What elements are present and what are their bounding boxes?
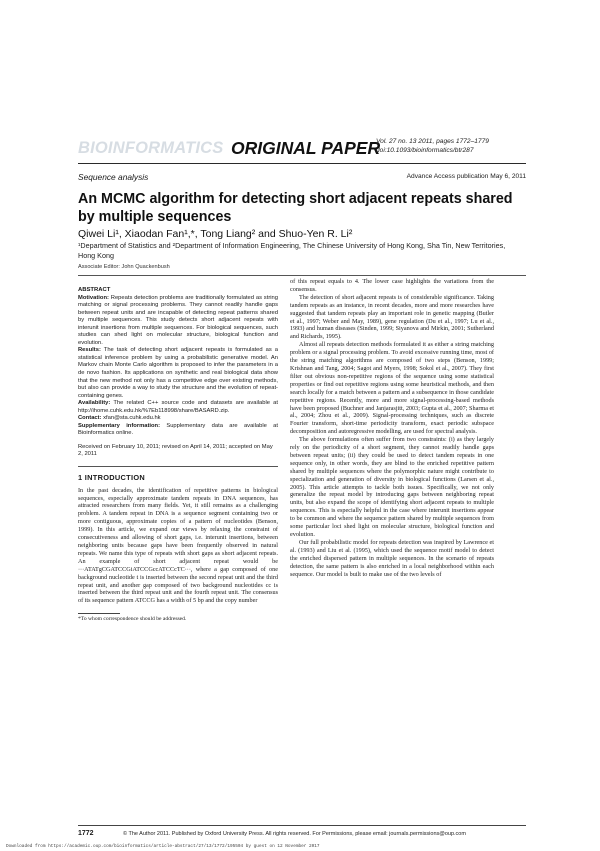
paper-type: ORIGINAL PAPER — [231, 138, 381, 158]
copyright-line: © The Author 2011. Published by Oxford University Press. All rights reserved. For Permissions, please email: journals.permissions@oup.com — [123, 831, 466, 837]
intro-heading: 1 INTRODUCTION — [78, 472, 146, 482]
associate-editor: Associate Editor: John Quackenbush — [78, 264, 170, 270]
abstract-heading: ABSTRACT — [78, 287, 111, 293]
header-rule — [78, 163, 526, 164]
journal-brand: BIOINFORMATICS — [78, 139, 224, 157]
contact-label: Contact: — [78, 415, 102, 422]
abstract-results — [78, 347, 278, 400]
paragraph-continued: of this repeat equals to 4. The lower case highlights the variations from the consensus. — [290, 278, 494, 293]
footnote: *To whom correspondence should be addressed. — [78, 615, 187, 622]
citation-info — [376, 138, 526, 155]
paragraph-model: Our full probabilistic model for repeats detection was inspired by Lawrence et al. (1993) and Liu et al. (1995), which used the sequence motif model to detect the enriched dispersed pattern in multiple sequences. In the scenario of repeats detection, the same pattern is also enriched in a local neighborhood within each sequence. Our model is built to make use of the two levels of — [290, 538, 494, 578]
right-column — [290, 278, 494, 578]
download-stamp — [6, 844, 320, 849]
intro-body — [78, 487, 278, 606]
supplementary-label: Supplementary information: — [78, 422, 161, 429]
page-number: 1772 — [78, 830, 94, 837]
footnote-rule — [78, 613, 120, 614]
availability-text[interactable]: The related C++ source code and datasets are available at http://ihome.cuhk.edu.hk/%7Eb118998/share/BASARD.zip. — [78, 400, 278, 414]
paragraph-constraints: The above formulations often suffer from two constraints: (i) as they largely rely on the periodicity of a short segment, they cannot readily handle gaps between repeat units; (ii) they could be used to detect tandem repeats in one sequence only, in other words, they are blind to the enriched repetitive pattern shared by multiple sequences where the polymorphic nature might contribute to specialization and generation of diversity in biological functions (Larsen et al., 2005). This article attempts to tackle both issues. Specifically, we not only generalize the repeat model by introducing gaps between neighboring repeat units, but also expand the scope of identifying short adjacent repeats to multiple sequences. This is especially helpful in the case where interunit insertions appear to be common and where the sequence pattern shared by multiple sequences from some particular loci shed light on molecular structure, biological function and evolution. — [290, 436, 494, 538]
results-label: Results: — [78, 347, 101, 354]
contact-email[interactable]: xfan@sta.cuhk.edu.hk — [103, 415, 161, 422]
citation-doi[interactable]: doi:10.1093/bioinformatics/btr287 — [376, 146, 474, 154]
section-label: Sequence analysis — [78, 172, 149, 182]
right-body — [290, 278, 494, 578]
abstract-supplementary — [78, 423, 278, 438]
title-rule — [78, 275, 526, 276]
left-column — [78, 287, 278, 622]
section-rule — [78, 466, 278, 467]
advance-access-date: Advance Access publication May 6, 2011 — [406, 173, 526, 180]
affiliation: ¹Department of Statistics and ²Department of Information Engineering, The Chinese University of Hong Kong, Sha Tin, New Territories, Hong Kong — [78, 241, 506, 260]
abstract — [78, 287, 278, 438]
author-list: Qiwei Li¹, Xiaodan Fan¹,*, Tong Liang² and Shuo-Yen R. Li² — [78, 228, 353, 240]
paragraph-significance: The detection of short adjacent repeats is of considerable significance. Taking tandem repeats as an instance, in recent decades, more and more researches have suggested that tandem repeats play an important role in genetic mapping (Butler et al., 1997; Weber and May, 1989), gene regulation (Du et al., 1997; Lu et al., 1993) and human diseases (Sinden, 1999; Siyanova and Mirkin, 2001; Sutherland and Richards, 1995). — [290, 293, 494, 341]
intro-paragraph: In the past decades, the identification of repetitive patterns in biological sequences, especially approximate tandem repeats in DNA sequences, has attracted researchers from many fields. Yet, it still remains as a challenging problem. A tandem repeat in DNA is a sequence segment containing two or more contiguous, approximate copies of a pattern of nucleotides (Benson, 1999). In this article, we expand our views by relaxing the constraint of consecutiveness and allowing of short gaps, i.e. interunit insertions, between neighboring units because gaps have been frequently observed in natural repeats. We name this type of repeats with short gaps as short adjacent repeats. An example of short adjacent repeat would be ···ATATgCGATCCGiATCCGccATCCcTC···, where a gap composed of one background nucleotide t is inserted between the second repeat unit and the third repeat unit, and another gap composed of two background nucleotides cc is inserted between the third repeat unit and the fourth repeat unit. The consensus of its sequence pattern ATCCG has a width of 5 bp and the copy number — [78, 486, 278, 605]
article-title: An MCMC algorithm for detecting short adjacent repeats shared by multiple sequences — [78, 191, 513, 225]
paragraph-methods: Almost all repeats detection methods formulated it as either a string matching problem or a signal processing problem. To avoid excessive running time, most of the string matching algorithms are composed of two steps (Benson, 1999; Krishnan and Tang, 2004; Sagot and Myers, 1998; Sokol et al., 2007). They first filter out obvious non-repetitive regions of the sequence using some statistical properties or find out repetitive regions using some heuristical methods, and then search locally for a match between a pattern and a subsequence in those candidate repetitive regions. Recently, more and more signal-processing-based methods have been proposed (Buchner and Janjarasjitt, 2003; Gupta et al., 2007; Sharma et al., 2004; Zhou et al., 2009). Signal-processing techniques, such as discrete Fourier transform, short-time periodicity transform, exact periodic subspace decomposition and autoregressive modelling, are used for spectral analysis. — [290, 341, 494, 436]
citation-volume: Vol. 27 no. 13 2011, pages 1772–1779 — [376, 138, 489, 145]
motivation-label: Motivation: — [78, 294, 109, 301]
section-line — [78, 172, 526, 182]
abstract-motivation — [78, 295, 278, 348]
received-dates: Received on February 10, 2011; revised on April 14, 2011; accepted on May 2, 2011 — [78, 443, 273, 458]
abstract-contact — [78, 415, 278, 423]
download-url: Downloaded from https://academic.oup.com/bioinformatics/article-abstract/27/13/1772/195504 by guest on 12 November 2017 — [6, 844, 320, 849]
motivation-text: Repeats detection problems are traditionally formulated as string matching or signal processing problems. They cannot readily handle gaps between repeat units and are incapable of detecting repeat patterns shared by multiple sequences. This study detects short adjacent repeats with interunit insertions from multiple sequences. For biological sequences, such studies can shed light on molecular structure, biological function and evolution. — [78, 294, 278, 346]
footer-rule — [78, 825, 526, 826]
journal-header — [78, 139, 526, 159]
abstract-availability — [78, 400, 278, 415]
availability-label: Availability: — [78, 400, 111, 407]
supplementary-text: Supplementary data are available at Bioinformatics online. — [78, 422, 278, 437]
results-text: The task of detecting short adjacent repeats is formulated as a statistical inference problem by using a probabilistic generative model. An Markov chain Monte Carlo algorithm is proposed to infer the parameters in a de novo fashion. Its applications on synthetic and real biological data show that the new method not only has a competitive edge over existing methods, but also can provide a way to study the structure and the evolution of repeat-containing genes. — [78, 347, 278, 399]
